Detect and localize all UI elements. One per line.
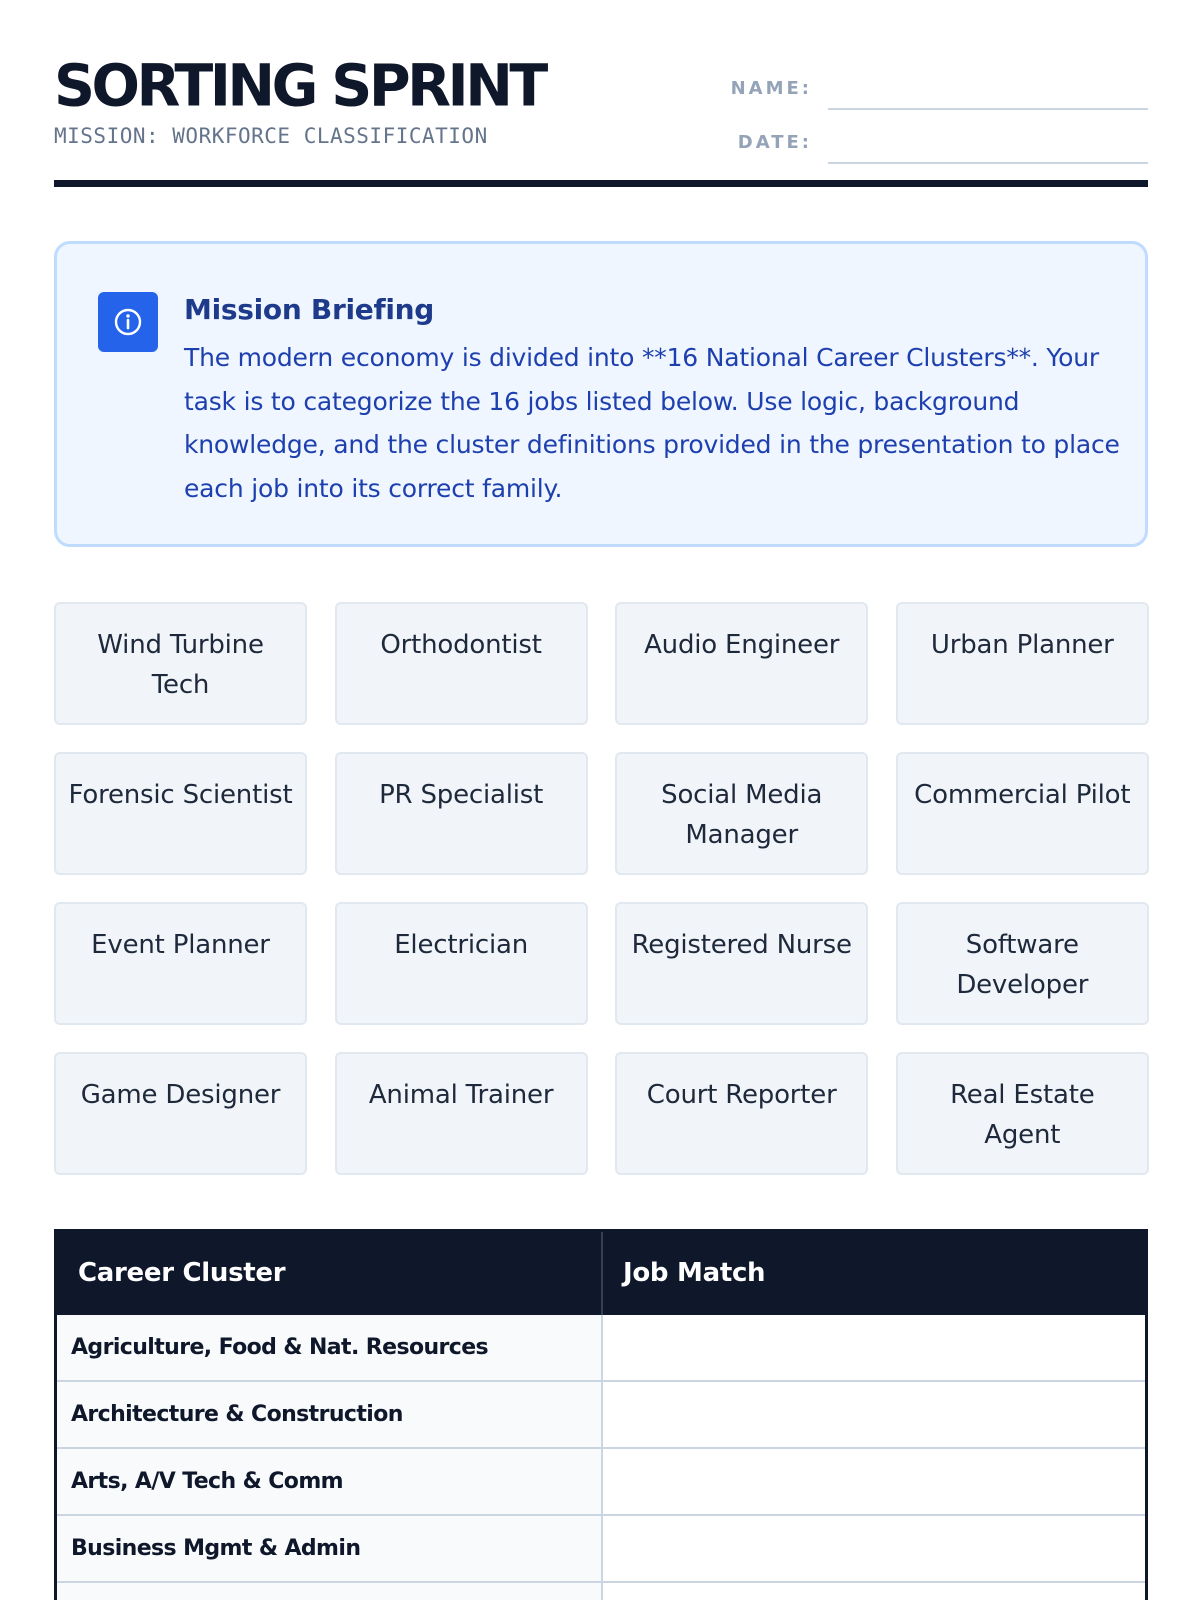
table-row	[57, 1516, 1145, 1583]
cluster-cell: Agriculture, Food & Nat. Resources	[57, 1315, 603, 1380]
job-match-cell[interactable]	[603, 1516, 1145, 1581]
job-card[interactable]: Forensic Scientist	[54, 752, 307, 875]
column-header-job-match: Job Match	[623, 1258, 766, 1288]
job-match-cell[interactable]	[603, 1449, 1145, 1514]
job-match-cell[interactable]	[603, 1315, 1145, 1380]
table-header	[57, 1232, 1145, 1315]
date-label: DATE:	[737, 132, 812, 153]
job-card[interactable]: Animal Trainer	[335, 1052, 588, 1175]
job-card[interactable]: Orthodontist	[335, 602, 588, 725]
cluster-cell: Arts, A/V Tech & Comm	[57, 1449, 603, 1514]
page-subtitle: MISSION: WORKFORCE CLASSIFICATION	[54, 124, 488, 148]
job-card[interactable]: Wind Turbine Tech	[54, 602, 307, 725]
job-card[interactable]: Software Developer	[896, 902, 1149, 1025]
briefing-text: The modern economy is divided into **16 National Career Clusters**. Your task is to categorize the 16 jobs listed below. Use logic, background knowledge, and the cluster definitions provided in the presentation to place each job into its correct family.	[184, 343, 1120, 503]
table-row	[57, 1449, 1145, 1516]
table-row	[57, 1382, 1145, 1449]
date-input-line[interactable]	[828, 162, 1148, 164]
mission-briefing	[54, 241, 1148, 547]
name-label: NAME:	[730, 78, 812, 99]
worksheet-header	[54, 52, 1148, 188]
job-match-cell[interactable]	[603, 1382, 1145, 1447]
job-card[interactable]: Registered Nurse	[615, 902, 868, 1025]
briefing-heading: Mission Briefing	[184, 293, 435, 326]
table-row	[57, 1583, 1145, 1600]
cluster-match-table	[54, 1229, 1148, 1600]
cluster-cell: Business Mgmt & Admin	[57, 1516, 603, 1581]
cluster-cell	[57, 1583, 603, 1600]
job-match-cell[interactable]	[603, 1583, 1145, 1600]
cluster-cell: Architecture & Construction	[57, 1382, 603, 1447]
job-card[interactable]: Audio Engineer	[615, 602, 868, 725]
table-row	[57, 1315, 1145, 1382]
job-card[interactable]: Event Planner	[54, 902, 307, 1025]
name-field[interactable]	[714, 68, 1148, 112]
name-input-line[interactable]	[828, 108, 1148, 110]
job-card[interactable]: Real Estate Agent	[896, 1052, 1149, 1175]
job-card[interactable]: Urban Planner	[896, 602, 1149, 725]
job-card[interactable]: Social Media Manager	[615, 752, 868, 875]
info-icon	[98, 292, 158, 352]
column-header-cluster: Career Cluster	[57, 1232, 603, 1315]
header-divider	[54, 180, 1148, 187]
job-card[interactable]: Commercial Pilot	[896, 752, 1149, 875]
job-card[interactable]: Court Reporter	[615, 1052, 868, 1175]
page-title: SORTING SPRINT	[54, 52, 545, 120]
job-card[interactable]: Game Designer	[54, 1052, 307, 1175]
job-card[interactable]: PR Specialist	[335, 752, 588, 875]
job-card-grid	[54, 602, 1148, 1175]
job-card[interactable]: Electrician	[335, 902, 588, 1025]
date-field[interactable]	[714, 122, 1148, 166]
